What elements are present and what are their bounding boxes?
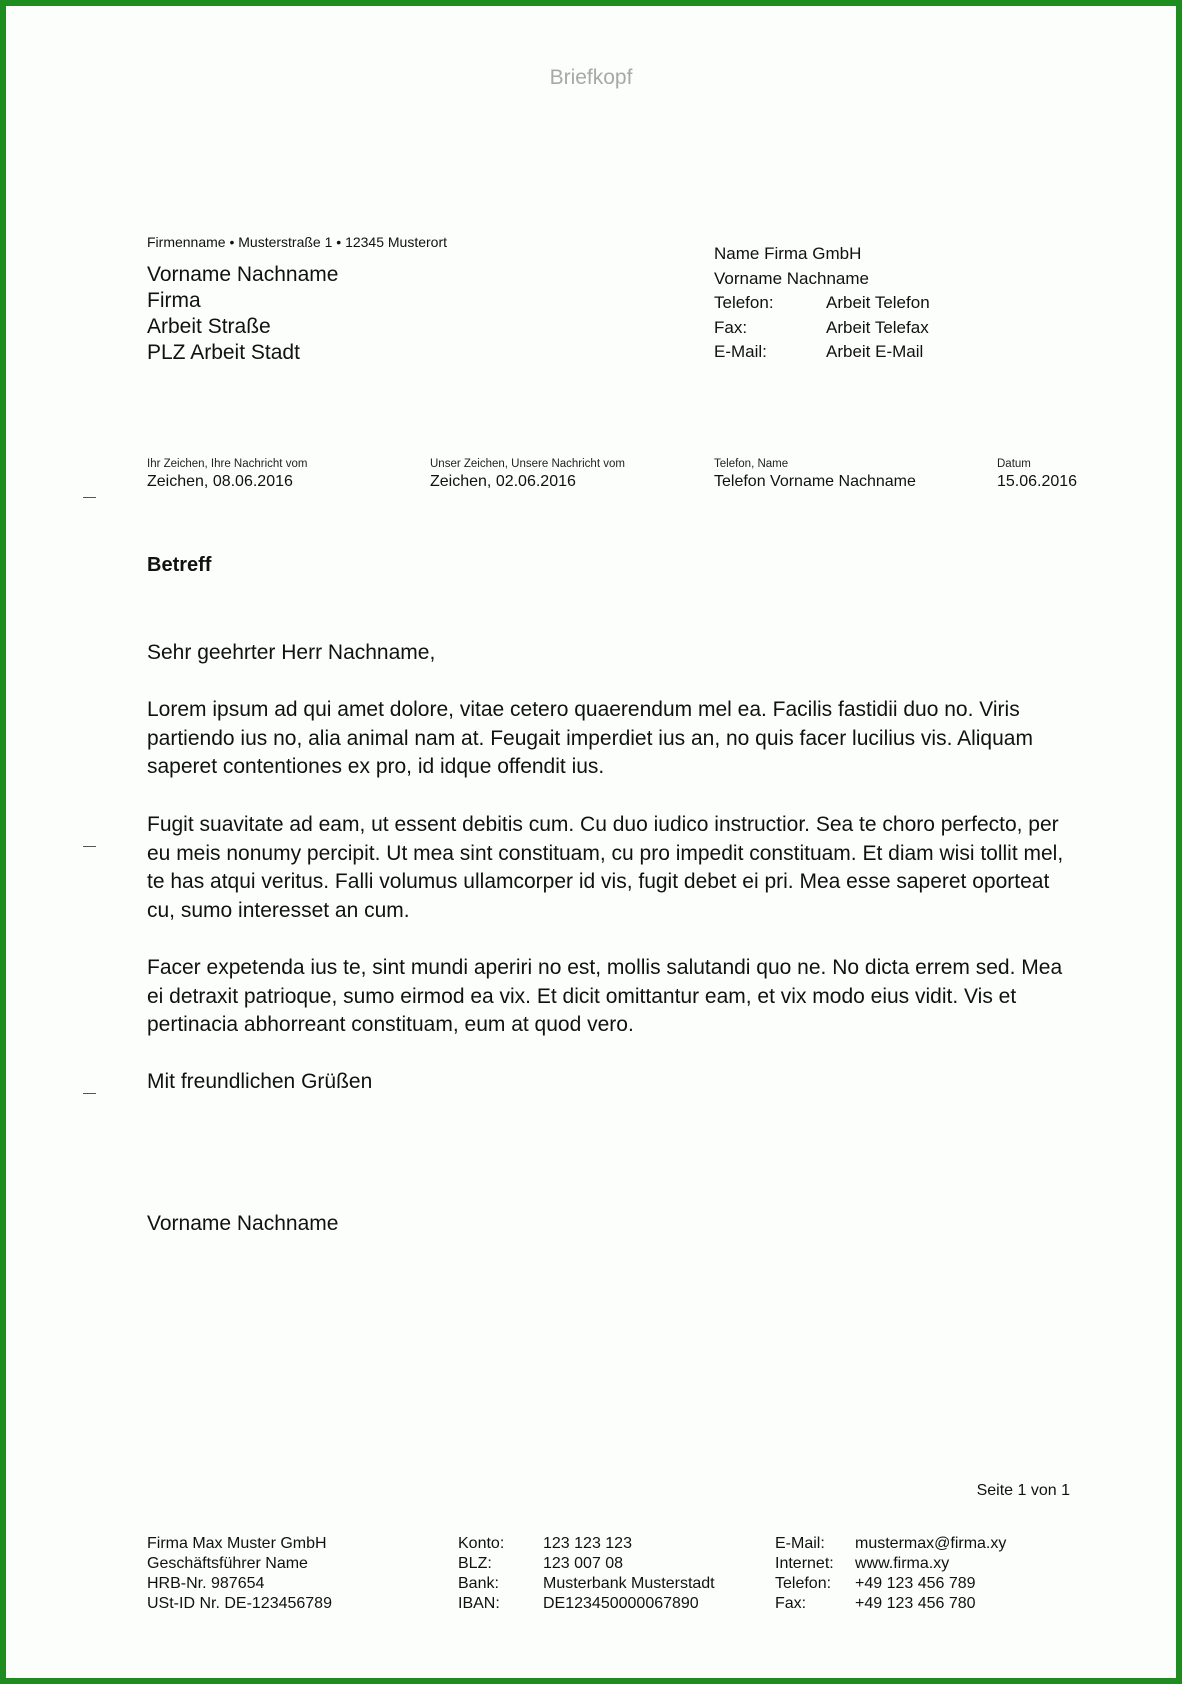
footer-row-fax xyxy=(775,1594,1006,1614)
footer-row-account xyxy=(458,1534,715,1554)
fold-mark-top xyxy=(83,497,96,498)
contact-value: Arbeit Telefon xyxy=(826,293,930,312)
reference-label: Ihr Zeichen, Ihre Nachricht vom xyxy=(147,458,308,470)
footer-vat-id: USt-ID Nr. DE-123456789 xyxy=(147,1595,332,1612)
signer-name: Vorname Nachname xyxy=(147,1212,339,1235)
reference-date xyxy=(997,458,1077,491)
footer-label: Telefon: xyxy=(775,1575,832,1592)
footer-label: Konto: xyxy=(458,1535,505,1552)
footer-row-email xyxy=(775,1534,1006,1554)
footer-label: IBAN: xyxy=(458,1595,500,1612)
reference-value: Zeichen, 08.06.2016 xyxy=(147,473,293,490)
letterhead-placeholder: Briefkopf xyxy=(549,66,633,89)
footer-value: +49 123 456 789 xyxy=(855,1575,976,1592)
footer-bank-info xyxy=(458,1534,715,1614)
body-paragraph: Facer expetenda ius te, sint mundi aperiri no est, mollis salutandi quo ne. No dicta errem sed. Mea ei detraxit patrioque, sumo eirmod ea vix. Et dicit omittantur eam, et vix modo eius vidit. Vis et pertinacia abhorreant constituam, eum at quod vero. xyxy=(147,956,1063,1036)
footer-label: Fax: xyxy=(775,1595,807,1612)
recipient-street: Arbeit Straße xyxy=(147,315,271,338)
closing-phrase: Mit freundlichen Grüßen xyxy=(147,1070,373,1093)
salutation: Sehr geehrter Herr Nachname, xyxy=(147,641,436,664)
reference-our-sign xyxy=(430,458,625,491)
sender-contact-block xyxy=(714,242,930,365)
reference-value: Telefon Vorname Nachname xyxy=(714,473,916,490)
footer-value: +49 123 456 780 xyxy=(855,1595,976,1612)
footer-row-iban xyxy=(458,1594,715,1614)
footer-row-internet xyxy=(775,1554,1006,1574)
fold-mark-bottom xyxy=(83,1093,96,1094)
footer-label: BLZ: xyxy=(458,1555,492,1572)
contact-row-email xyxy=(714,340,930,365)
footer-label: E-Mail: xyxy=(775,1535,825,1552)
footer-label: Internet: xyxy=(775,1555,834,1572)
footer-company-name: Firma Max Muster GmbH xyxy=(147,1535,327,1552)
footer-row-bank xyxy=(458,1574,715,1594)
reference-your-sign xyxy=(147,458,307,491)
contact-label: Telefon: xyxy=(714,293,774,312)
contact-label: Fax: xyxy=(714,317,748,337)
recipient-company: Firma xyxy=(147,289,201,312)
contact-company: Name Firma GmbH xyxy=(714,244,862,263)
footer-contact-info xyxy=(775,1534,1006,1614)
reference-value: 15.06.2016 xyxy=(997,473,1078,490)
punch-mark xyxy=(83,846,96,847)
footer-value: mustermax@firma.xy xyxy=(855,1535,1007,1552)
footer-row-blz xyxy=(458,1554,715,1574)
sender-return-line: Firmenname • Musterstraße 1 • 12345 Musterort xyxy=(147,234,448,250)
footer-label: Bank: xyxy=(458,1575,499,1592)
footer-value: www.firma.xy xyxy=(855,1555,950,1572)
reference-label: Unser Zeichen, Unsere Nachricht vom xyxy=(430,458,625,470)
recipient-name: Vorname Nachname xyxy=(147,263,339,286)
reference-value: Zeichen, 02.06.2016 xyxy=(430,473,576,490)
contact-label: E-Mail: xyxy=(714,342,767,361)
footer-value: Musterbank Musterstadt xyxy=(543,1575,715,1592)
contact-value: Arbeit E-Mail xyxy=(826,342,924,361)
recipient-address xyxy=(147,262,338,366)
contact-row-phone xyxy=(714,291,930,316)
footer-managing-director: Geschäftsführer Name xyxy=(147,1555,308,1572)
recipient-city: PLZ Arbeit Stadt xyxy=(147,341,300,364)
footer-value: DE123450000067890 xyxy=(543,1595,699,1612)
body-paragraph: Lorem ipsum ad qui amet dolore, vitae cetero quaerendum mel ea. Facilis fastidii duo no. Viris partiendo ius no, alia animal nam at. Feugait imperdiet ius an, no quis facer lucilius vis. Aliquam saperet contentiones ex pro, id idque offendit ius. xyxy=(147,698,1033,778)
footer-company-info xyxy=(147,1534,332,1614)
body-paragraph: Fugit suavitate ad eam, ut essent debitis cum. Cu duo iudico instructior. Sea te choro perfecto, per eu meis nonumy percipit. Ut mea sint constituam, cu pro impedit constituam. Et diam wisi tollit mel, te has atqui veritus. Falli volumus ullamcorper id vis, fugit debet ei pri. Mea esse saperet oporteat cu, sumo interesset an cum. xyxy=(147,813,1064,922)
page-number: Seite 1 von 1 xyxy=(976,1482,1070,1499)
footer-register-number: HRB-Nr. 987654 xyxy=(147,1575,265,1592)
contact-value: Arbeit Telefax xyxy=(826,317,929,337)
reference-label: Telefon, Name xyxy=(714,458,789,470)
subject-line: Betreff xyxy=(147,554,212,576)
contact-person: Vorname Nachname xyxy=(714,268,869,288)
reference-phone-name xyxy=(714,458,916,491)
contact-row-fax xyxy=(714,316,930,341)
reference-label: Datum xyxy=(997,458,1031,470)
footer-value: 123 007 08 xyxy=(543,1555,624,1572)
footer-row-phone xyxy=(775,1574,1006,1594)
footer-value: 123 123 123 xyxy=(543,1535,632,1552)
